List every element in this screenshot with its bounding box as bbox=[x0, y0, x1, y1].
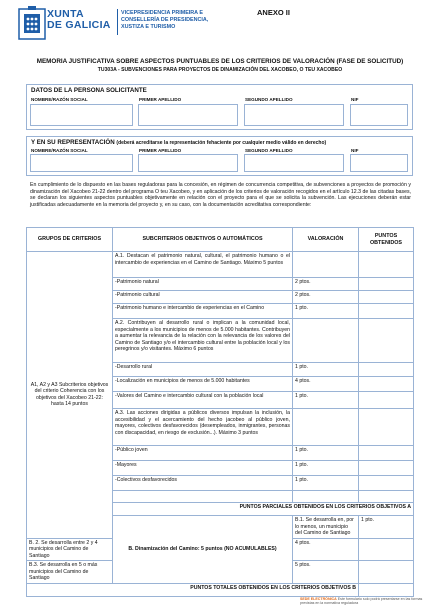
representative-surname2-field[interactable] bbox=[244, 154, 344, 172]
total-b-points[interactable] bbox=[359, 583, 414, 596]
a2-val-3: 1 pto. bbox=[293, 392, 359, 409]
representative-nif-label: NIF bbox=[351, 148, 359, 153]
col-header-valuation: VALORACIÓN bbox=[293, 228, 359, 252]
applicant-section-title: DATOS DE LA PERSONA SOLICITANTE bbox=[31, 87, 147, 94]
b-val-3: 5 ptos. bbox=[293, 561, 359, 584]
b-val-2: 4 ptos. bbox=[293, 538, 359, 561]
applicant-name-field[interactable] bbox=[30, 104, 133, 126]
b-sub-2: B. 2. Se desarrolla entre 2 y 4 municipios del Camino de Santiago bbox=[27, 538, 113, 561]
footer-note bbox=[300, 597, 430, 606]
representative-nif-field[interactable] bbox=[350, 154, 408, 172]
partial-a-label: PUNTOS PARCIALES OBTENIDOS EN LOS CRITERIOS OBJETIVOS A bbox=[113, 503, 414, 516]
intro-paragraph: En cumplimiento de lo dispuesto en las bases reguladoras para la concesión, en régimen de concurrencia competitiva, de subvenciones a proyectos de promoción y dinamización del Xacobeo 21-22 dentro del programa O teu Xacobeo, y en aplicación de los criterios de valoración recogidos en el artículo 12.3 de las citadas bases, se declaran los siguientes aspectos puntuables objetivamente en relación con el proyecto para el que se solicita la subvención. Las ejecuciones deberán estar justificadas adecuadamente en la memoria del proyecto y, en su caso, con la documentación acreditativa correspondiente: bbox=[30, 182, 411, 209]
a3-points-2[interactable] bbox=[359, 461, 414, 476]
a1-val-2: 2 ptos. bbox=[293, 291, 359, 304]
a3-val-3: 1 pto. bbox=[293, 476, 359, 491]
col-header-groups: GRUPOS DE CRITERIOS bbox=[27, 228, 113, 252]
a3-val-2: 1 pto. bbox=[293, 461, 359, 476]
representative-name-field[interactable] bbox=[30, 154, 133, 172]
representative-section bbox=[26, 136, 413, 176]
representative-surname1-label: PRIMER APELLIDO bbox=[139, 148, 182, 153]
representative-name-label: NOMBRE/RAZÓN SOCIAL bbox=[31, 148, 88, 153]
a1-points-3[interactable] bbox=[359, 304, 414, 319]
a1-sub-3: -Patrimonio humano e intercambio de experiencias en el Camino bbox=[113, 304, 293, 319]
a2-sub-2: -Localización en municipios de menos de 5.000 habitantes bbox=[113, 377, 293, 392]
representative-surname1-field[interactable] bbox=[138, 154, 238, 172]
b-sub-1: B.1. Se desarrolla en, por lo menos, un municipio del Camino de Santiago bbox=[293, 516, 359, 539]
representative-note: (deberá acreditarse la representación fehaciente por cualquier medio válido en derecho) bbox=[116, 140, 327, 146]
a2-val-1: 1 pto. bbox=[293, 363, 359, 377]
b-val-1: 1 pto. bbox=[359, 516, 414, 539]
group-b-label: B. Dinamización del Camino: 5 puntos (NO ACUMULABLES) bbox=[113, 516, 293, 584]
a2-points-1[interactable] bbox=[359, 363, 414, 377]
a1-points-1[interactable] bbox=[359, 278, 414, 291]
a3-sub-2: -Mayores bbox=[113, 461, 293, 476]
table-header-row bbox=[27, 228, 414, 252]
a2-points-2[interactable] bbox=[359, 377, 414, 392]
b-points-3[interactable] bbox=[359, 561, 414, 584]
criteria-table bbox=[26, 227, 414, 597]
department-name: VICEPRESIDENCIA PRIMEIRA E CONSELLERÍA DE PRESIDENCIA, XUSTIZA E TURISMO bbox=[121, 10, 209, 30]
header-divider bbox=[117, 9, 118, 35]
a2-sub-1: -Desarrollo rural bbox=[113, 363, 293, 377]
a2-points-3[interactable] bbox=[359, 392, 414, 409]
applicant-section bbox=[26, 84, 413, 130]
a3-val-1: 1 pto. bbox=[293, 446, 359, 461]
a2-heading: A.2. Contribuyen al desarrollo rural o implican a la comunidad local, especialmente a los municipios de menos de 5.000 habitantes. Contribuyen a aumentar la relevancia de la relación con la relevancia de los valores del Camino de Santiago y/o el intercambio cultural entre la población local y los peregrinos y/o visitantes. Máximo 6 puntos bbox=[113, 319, 293, 363]
a2-val-2: 4 ptos. bbox=[293, 377, 359, 392]
table-row-a1-heading bbox=[27, 252, 414, 278]
xunta-logo-text: XUNTA DE GALICIA bbox=[47, 8, 111, 31]
document-subtitle: TU303A - SUBVENCIONES PARA PROYECTOS DE DINAMIZACIÓN DEL XACOBEO, O TEU XACOBEO bbox=[97, 67, 343, 73]
a1-sub-1: -Patrimonio natural bbox=[113, 278, 293, 291]
total-b-label: PUNTOS TOTALES OBTENIDOS EN LOS CRITERIOS OBJETIVOS B bbox=[27, 583, 359, 596]
a3-sub-3: -Colectivos desfavorecidos bbox=[113, 476, 293, 491]
a1-heading: A.1. Destacan el patrimonio natural, cultural, el patrimonio humano o el intercambio de experiencias en el Camino de Santiago. Máximo 5 puntos bbox=[113, 252, 293, 278]
col-header-points: PUNTOS OBTENIDOS bbox=[359, 228, 414, 252]
applicant-nif-field[interactable] bbox=[350, 104, 408, 126]
applicant-name-label: NOMBRE/RAZÓN SOCIAL bbox=[31, 97, 88, 102]
applicant-surname2-label: SEGUNDO APELLIDO bbox=[245, 97, 293, 102]
b-points-2[interactable] bbox=[359, 538, 414, 561]
a3-points-1[interactable] bbox=[359, 446, 414, 461]
representative-surname2-label: SEGUNDO APELLIDO bbox=[245, 148, 293, 153]
total-b-row bbox=[27, 583, 414, 596]
a1-sub-2: -Patrimonio cultural bbox=[113, 291, 293, 304]
a3-points-3[interactable] bbox=[359, 476, 414, 491]
sede-electronica-brand: SEDE ELECTRÓNICA bbox=[300, 597, 337, 601]
group-a-label: A1, A2 y A3 Subcriterios objetivos del criterio Coherencia con los objetivos del Xacobeo 21-22: hasta 14 puntos bbox=[27, 252, 113, 539]
a1-points-2[interactable] bbox=[359, 291, 414, 304]
applicant-surname1-field[interactable] bbox=[138, 104, 238, 126]
a1-val-3: 1 pto. bbox=[293, 304, 359, 319]
applicant-nif-label: NIF bbox=[351, 97, 359, 102]
col-header-subcriteria: SUBCRITERIOS OBJETIVOS O AUTOMÁTICOS bbox=[113, 228, 293, 252]
representative-section-title: Y EN SU REPRESENTACIÓN (deberá acreditarse la representación fehaciente por cualquier medio válido en derecho) bbox=[31, 139, 327, 146]
applicant-surname2-field[interactable] bbox=[244, 104, 344, 126]
a3-sub-1: -Público joven bbox=[113, 446, 293, 461]
a3-heading: A.3. Las acciones dirigidas a públicos diversos impulsan la inclusión, la accesibilidad y el acercamiento del hecho jacobeo al público joven, mayores, colectivos desfavorecidos (desempleados, inmigrantes, personas con discapacidad, en riesgo de exclusión...). Máximo 3 puntos bbox=[113, 409, 293, 446]
b-sub-3: B.3. Se desarrolla en 5 o más municipios del Camino de Santiago bbox=[27, 561, 113, 584]
footer-text: Este formulario solo podrá presentarse en las formas previstas en la normativa reguladora bbox=[300, 597, 423, 606]
annex-label: ANEXO II bbox=[257, 8, 290, 17]
document-title: MEMORIA JUSTIFICATIVA SOBRE ASPECTOS PUNTUABLES DE LOS CRITERIOS DE VALORACIÓN (FASE DE SOLICITUD) bbox=[36, 58, 404, 65]
a2-sub-3: -Valores del Camino e intercambio cultural con la población local bbox=[113, 392, 293, 409]
a1-val-1: 2 ptos. bbox=[293, 278, 359, 291]
applicant-surname1-label: PRIMER APELLIDO bbox=[139, 97, 182, 102]
xunta-coat-of-arms-icon bbox=[16, 5, 48, 43]
